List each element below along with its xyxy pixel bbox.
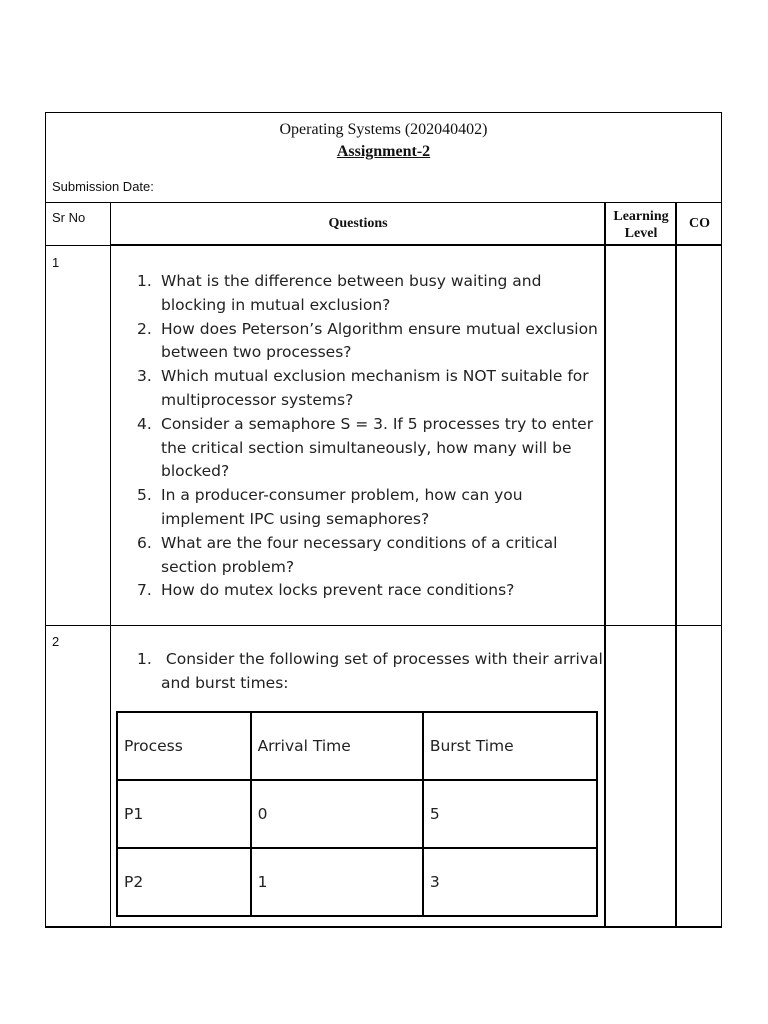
list-item (125, 579, 600, 603)
item-number: 4. (137, 414, 152, 433)
process-table (116, 711, 598, 917)
question-text-cont: multiprocessor systems? (161, 390, 354, 409)
table-header-cell: Arrival Time (251, 712, 423, 780)
item-number: 5. (137, 486, 152, 505)
question-text-cont: implement IPC using semaphores? (161, 509, 430, 528)
list-item (125, 532, 600, 580)
column-header-divider (110, 244, 722, 246)
row-2-sr-no: 2 (52, 634, 60, 649)
question-text: Consider the following set of processes with their arrival (161, 650, 603, 668)
question-text-cont: and burst times: (161, 673, 289, 692)
questions-column-divider (604, 202, 606, 927)
question-text-cont: blocking in mutual exclusion? (161, 295, 391, 314)
level-column-divider (675, 202, 677, 927)
question-text: What are the four necessary conditions of a critical (161, 533, 558, 552)
table-row (117, 780, 597, 848)
question-text: How do mutex locks prevent race conditions? (161, 581, 515, 600)
row-1-sr-no: 1 (52, 255, 60, 270)
list-item (125, 365, 600, 413)
question-text: What is the difference between busy waiting and (161, 272, 542, 290)
table-header-cell: Process (117, 712, 251, 780)
question-list-2 (125, 648, 603, 696)
question-text-cont: blocked? (161, 462, 230, 481)
srno-header-divider (45, 245, 110, 246)
co-header: CO (689, 216, 710, 231)
table-cell: 1 (251, 848, 423, 916)
learning-level-line2: Level (624, 226, 658, 241)
list-item (125, 484, 600, 532)
row-divider (45, 625, 722, 626)
item-number: 3. (137, 367, 152, 386)
header-divider (45, 202, 722, 203)
question-text-cont: between two processes? (161, 343, 352, 362)
question-text: How does Peterson’s Algorithm ensure mutual exclusion (161, 319, 598, 338)
table-cell: P1 (117, 780, 251, 848)
assignment-title: Assignment-2 (336, 143, 431, 160)
course-title: Operating Systems (202040402) (279, 121, 488, 138)
learning-level-line1: Learning (613, 209, 669, 224)
list-item (125, 648, 603, 696)
list-item (125, 270, 600, 318)
item-number: 1. (137, 650, 152, 668)
table-cell: 0 (251, 780, 423, 848)
questions-header: Questions (328, 216, 388, 231)
question-text-cont: the critical section simultaneously, how many will be (161, 438, 572, 457)
submission-date-label: Submission Date: (52, 179, 154, 194)
question-text: Which mutual exclusion mechanism is NOT suitable for (161, 367, 589, 386)
sr-no-header: Sr No (52, 210, 86, 225)
question-text: Consider a semaphore S = 3. If 5 processes try to enter (161, 414, 594, 433)
table-row (117, 848, 597, 916)
table-cell: 3 (423, 848, 597, 916)
item-number: 7. (137, 581, 152, 600)
question-text: In a producer-consumer problem, how can you (161, 486, 523, 505)
item-number: 6. (137, 533, 152, 552)
learning-level-header (606, 208, 676, 242)
table-cell: 5 (423, 780, 597, 848)
srno-column-divider (110, 202, 111, 927)
list-item (125, 413, 600, 484)
list-item (125, 318, 600, 366)
question-list-1 (125, 270, 600, 603)
question-text-cont: section problem? (161, 557, 295, 576)
table-cell: P2 (117, 848, 251, 916)
bottom-rule (45, 926, 722, 928)
table-header-cell: Burst Time (423, 712, 597, 780)
item-number: 1. (137, 272, 152, 290)
item-number: 2. (137, 319, 152, 338)
table-header-row (117, 712, 597, 780)
